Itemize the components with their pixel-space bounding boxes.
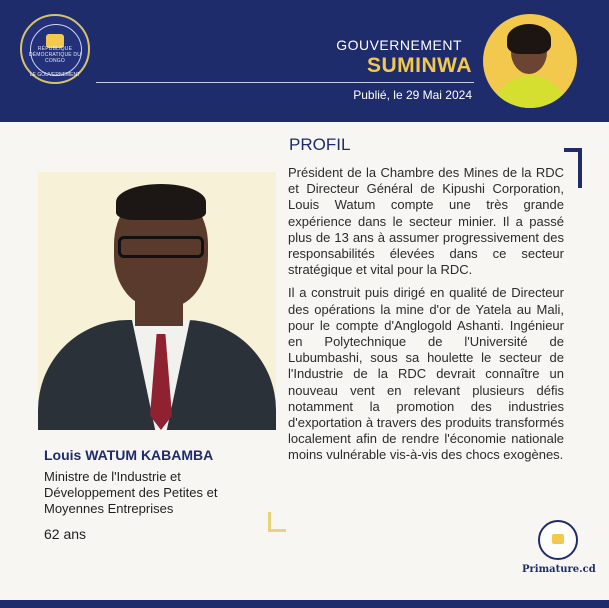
minister-name: Louis WATUM KABAMBA [44, 447, 214, 463]
government-name: SUMINWA [367, 54, 472, 77]
minister-age: 62 ans [44, 526, 87, 542]
seal-top-text: RÉPUBLIQUE DÉMOCRATIQUE DU CONGO [28, 46, 82, 64]
government-seal-icon [20, 14, 90, 84]
header-banner [0, 0, 609, 122]
corner-bracket-decoration [564, 148, 582, 188]
website-label: Primature.cd [522, 564, 596, 575]
bio-paragraph: Président de la Chambre des Mines de la RDC et Directeur Général de Kipushi Corporation, Louis Watum compte une très grande expérience dans le secteur minier. Il a passé plus de 13 ans à assumer progressivement des responsabilités élevées dans ce secteur stratégique et vital pour la RDC. [288, 165, 564, 278]
primature-seal-icon [538, 520, 578, 560]
publication-date: Publié, le 29 Mai 2024 [353, 88, 472, 102]
header-divider [96, 82, 474, 83]
corner-bracket-decoration [268, 512, 286, 532]
government-label: GOUVERNEMENT [336, 37, 462, 53]
section-title: PROFIL [289, 135, 351, 154]
seal-bottom-text: LE GOUVERNEMENT [29, 72, 81, 78]
minister-portrait [38, 172, 276, 430]
biography [288, 165, 564, 471]
minister-role: Ministre de l'Industrie et Développement des Petites et Moyennes Entreprises [44, 469, 218, 516]
prime-minister-avatar [483, 14, 577, 108]
bio-paragraph: Il a construit puis dirigé en qualité de Directeur des opérations la mine d'or de Yatela au Mali, pour le compte d'Anglogold Ashanti. Ingénieur en Polytechnique de l'Université de Lubumbashi, sous sa houlette le secteur de l'Industrie de la RDC devrait connaître un nouveau vent en relevant plusieurs défis notamment la promotion des industries d'exportation à travers des produits transformés localement afin de rendre l'économie nationale moins vulnérable vis-à-vis des chocs exogènes. [288, 285, 564, 463]
footer-bar [0, 600, 609, 608]
